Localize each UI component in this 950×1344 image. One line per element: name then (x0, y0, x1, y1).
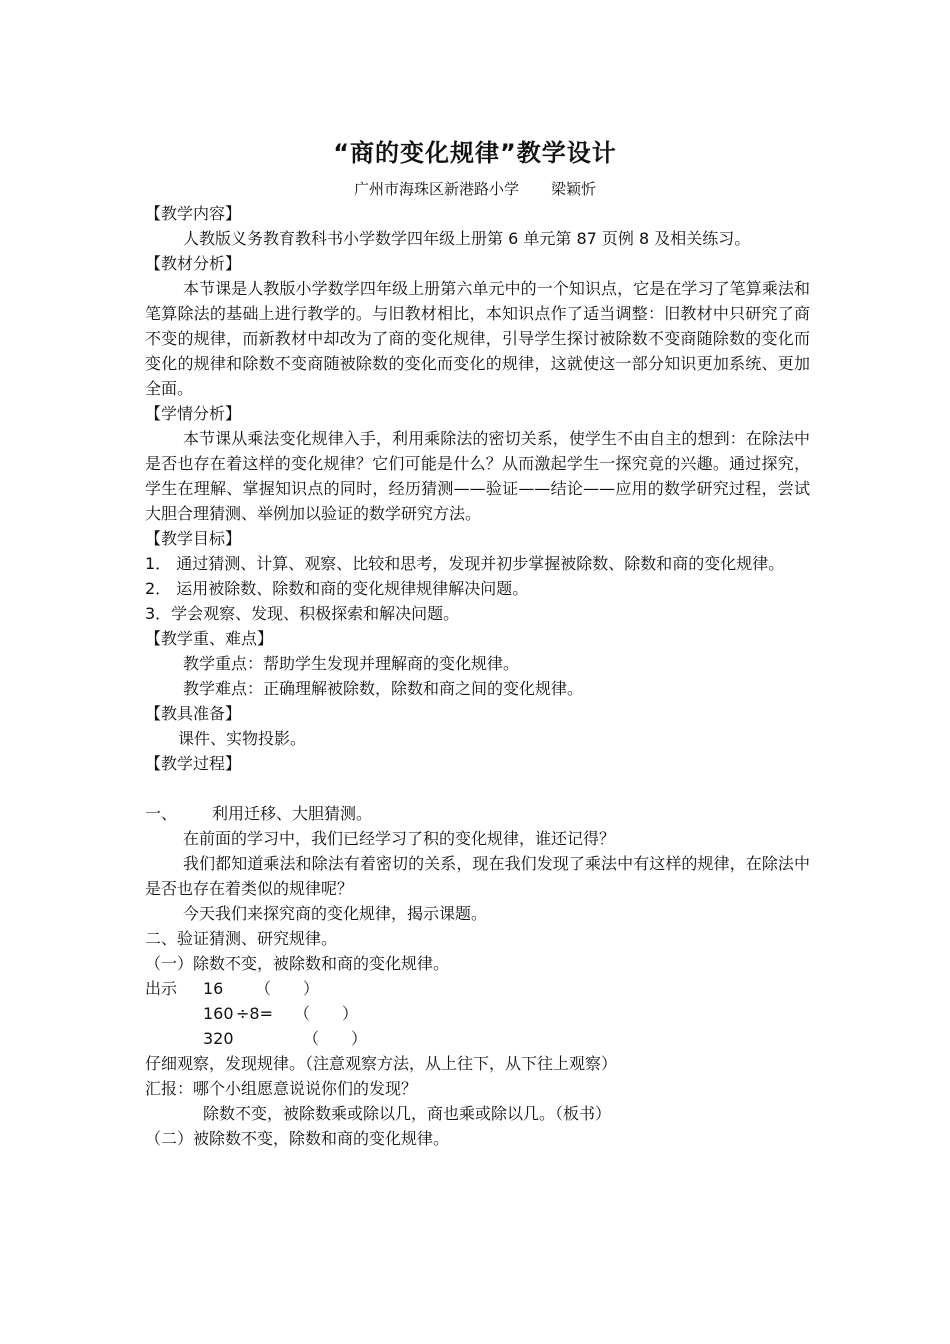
report-text: 汇报：哪个小组愿意说说你们的发现？ (145, 1079, 418, 1098)
content-text: 人教版义务教育教科书小学数学四年级上册第 6 单元第 87 页例 8 及相关练习。 (183, 229, 751, 248)
step1-number: 一、 (145, 804, 178, 823)
section-heading-tools: 【教具准备】 (145, 704, 242, 723)
goal-item-2: 2． 运用被除数、除数和商的变化规律规律解决问题。 (145, 579, 529, 598)
difficult-point: 教学难点：正确理解被除数，除数和商之间的变化规律。 (183, 679, 584, 698)
example-row-3 (145, 1026, 810, 1051)
goal-item-1: 1． 通过猜测、计算、观察、比较和思考，发现并初步掌握被除数、除数和商的变化规律。 (145, 554, 785, 573)
dividend-3: 320 (203, 1029, 234, 1048)
blank-1: （ ） (255, 979, 320, 998)
goal-item-3: 3．学会观察、发现、积极探索和解决问题。 (145, 604, 460, 623)
document-body (145, 201, 810, 1151)
dividend-2: 160 (203, 1004, 234, 1023)
step1-line-3: 今天我们来探究商的变化规律，揭示课题。 (183, 904, 488, 923)
section-heading-goals: 【教学目标】 (145, 529, 242, 548)
step1-heading (145, 801, 810, 826)
example-row-2 (145, 1001, 810, 1026)
key-point: 教学重点：帮助学生发现并理解商的变化规律。 (183, 654, 520, 673)
section-heading-process: 【教学过程】 (145, 754, 242, 773)
section-heading-content: 【教学内容】 (145, 204, 242, 223)
author-name: 梁颖忻 (551, 180, 597, 198)
step1-title: 利用迁移、大胆猜测。 (212, 804, 373, 823)
section-heading-material: 【教材分析】 (145, 254, 242, 273)
dividend-1: 16 (203, 979, 224, 998)
step1-line-1: 在前面的学习中，我们已经学习了积的变化规律，谁还记得？ (183, 829, 616, 848)
step1-line-2: 我们都知道乘法和除法有着密切的关系，现在我们发现了乘法中有这样的规律，在除法中是否也存在着类似的规律呢？ (145, 854, 810, 898)
author-school: 广州市海珠区新港路小学 (353, 180, 519, 198)
page-title: “商的变化规律”教学设计 (333, 139, 617, 167)
divisor-expression: ÷8= (236, 1004, 273, 1023)
section-heading-key: 【教学重、难点】 (145, 629, 274, 648)
observe-text: 仔细观察，发现规律。（注意观察方法，从上往下，从下往上观察） (145, 1054, 618, 1073)
conclusion-text: 除数不变，被除数乘或除以几，商也乘或除以几。（板书） (203, 1104, 612, 1123)
blank-3: （ ） (303, 1029, 368, 1048)
part2-title: （二）被除数不变，除数和商的变化规律。 (145, 1129, 450, 1148)
part1-title: （一）除数不变，被除数和商的变化规律。 (145, 954, 450, 973)
show-label: 出示 (145, 979, 178, 998)
example-row-1 (145, 976, 810, 1001)
tools-text: 课件、实物投影。 (178, 729, 307, 748)
blank-2: （ ） (294, 1004, 359, 1023)
material-text: 本节课是人教版小学数学四年级上册第六单元中的一个知识点，它是在学习了笔算乘法和笔算除法的基础上进行教学的。与旧教材相比，本知识点作了适当调整：旧教材中只研究了商不变的规律，而新教材中却改为了商的变化规律，引导学生探讨被除数不变商随除数的变化而变化的规律和除数不变商随被除数的变化而变化的规律，这就使这一部分知识更加系统、更加全面。 (145, 279, 810, 398)
author-line (0, 178, 950, 199)
students-text: 本节课从乘法变化规律入手，利用乘除法的密切关系，使学生不由自主的想到：在除法中是否也存在着这样的变化规律？它们可能是什么？从而激起学生一探究竟的兴趣。通过探究，学生在理解、掌握知识点的同时，经历猜测——验证——结论——应用的数学研究过程，尝试大胆合理猜测、举例加以验证的数学研究方法。 (145, 429, 810, 523)
section-heading-students: 【学情分析】 (145, 404, 242, 423)
step2-title: 二、验证猜测、研究规律。 (145, 929, 338, 948)
